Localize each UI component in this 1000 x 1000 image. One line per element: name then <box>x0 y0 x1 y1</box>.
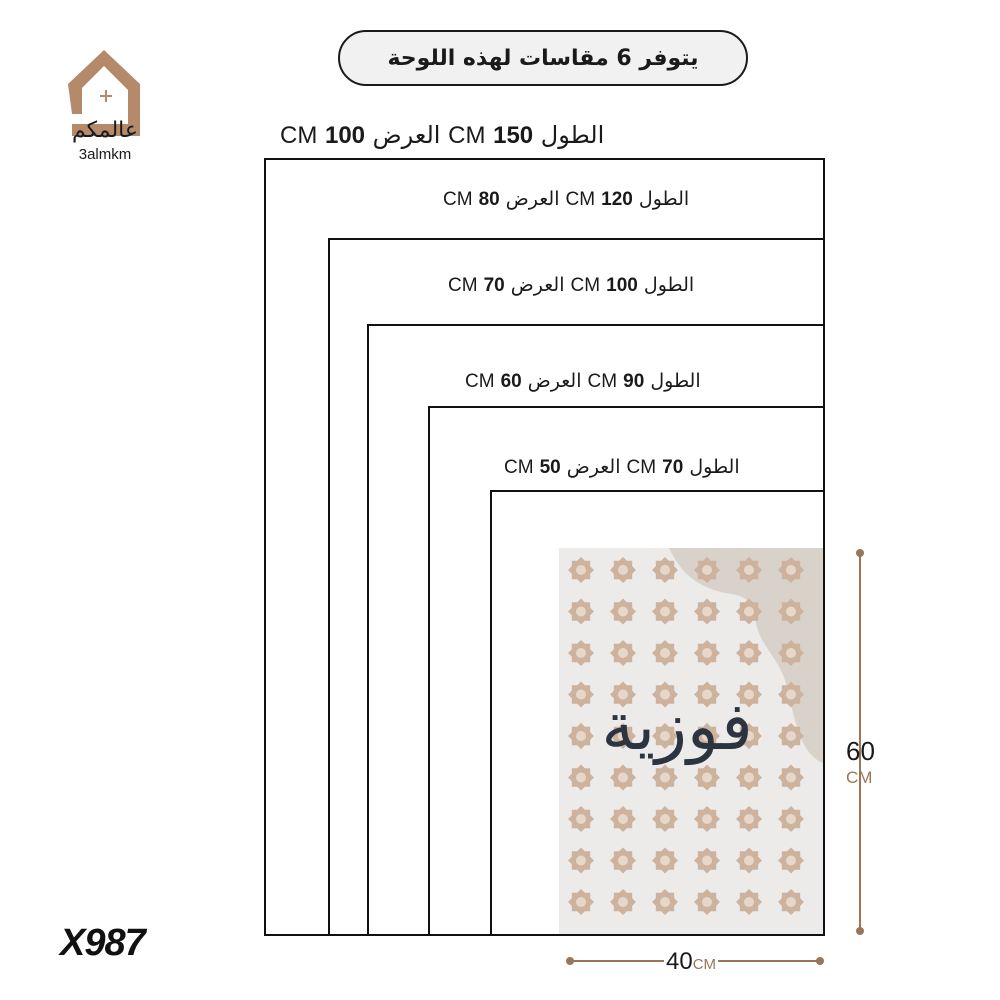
poster-artwork <box>559 548 823 934</box>
pattern-star-icon <box>778 723 804 749</box>
pattern-star-icon <box>694 765 720 791</box>
pattern-star-icon <box>652 848 678 874</box>
pattern-star-icon <box>652 765 678 791</box>
pattern-star-icon <box>610 765 636 791</box>
size-label-70x50: الطول 70 CM العرض 50 CM <box>504 456 740 478</box>
pattern-star-icon <box>778 599 804 625</box>
pattern-star-icon <box>568 640 594 666</box>
pattern-star-icon <box>694 889 720 915</box>
pattern-star-icon <box>568 765 594 791</box>
product-code: X987 <box>60 922 145 964</box>
width-dimension-right-dot <box>816 957 824 965</box>
sizes-available-banner <box>338 30 748 86</box>
brand-name-arabic: عالمكم <box>71 118 139 143</box>
banner-text: يتوفر 6 مقاسات لهذه اللوحة <box>387 45 699 71</box>
size-label-150x100: الطول 150 CM العرض 100 CM <box>280 121 605 149</box>
pattern-star-icon <box>610 889 636 915</box>
size-label-100x70: الطول 100 CM العرض 70 CM <box>448 274 695 296</box>
pattern-star-icon <box>736 765 762 791</box>
pattern-star-icon <box>610 848 636 874</box>
brand-name-english: 3almkm <box>78 146 132 163</box>
pattern-star-icon <box>652 806 678 832</box>
width-value: 40 <box>666 948 693 975</box>
pattern-star-icon <box>736 848 762 874</box>
pattern-star-icon <box>778 889 804 915</box>
pattern-star-icon <box>568 889 594 915</box>
height-dimension-bottom-dot <box>856 927 864 935</box>
pattern-star-icon <box>736 640 762 666</box>
pattern-star-icon <box>778 806 804 832</box>
pattern-star-icon <box>568 806 594 832</box>
height-unit: CM <box>846 768 873 787</box>
pattern-star-icon <box>778 682 804 708</box>
width-dimension-left-dot <box>566 957 574 965</box>
pattern-star-icon <box>694 848 720 874</box>
pattern-star-icon <box>568 848 594 874</box>
pattern-star-icon <box>694 557 720 583</box>
pattern-star-icon <box>736 806 762 832</box>
pattern-star-icon <box>568 557 594 583</box>
pattern-star-icon <box>694 599 720 625</box>
size-label-90x60: الطول 90 CM العرض 60 CM <box>465 370 701 392</box>
height-value: 60 <box>846 736 875 766</box>
pattern-star-icon <box>610 599 636 625</box>
pattern-star-icon <box>610 806 636 832</box>
pattern-star-icon <box>610 557 636 583</box>
pattern-star-icon <box>778 640 804 666</box>
pattern-star-icon <box>652 557 678 583</box>
pattern-star-icon <box>694 806 720 832</box>
pattern-star-icon <box>652 889 678 915</box>
calligraphy-name: فوزية <box>601 688 753 765</box>
size-label-120x80: الطول 120 CM العرض 80 CM <box>443 188 690 210</box>
pattern-star-icon <box>694 640 720 666</box>
pattern-star-icon <box>610 640 636 666</box>
height-dimension-top-dot <box>856 549 864 557</box>
pattern-star-icon <box>736 599 762 625</box>
width-label <box>664 948 718 976</box>
pattern-star-icon <box>778 848 804 874</box>
pattern-star-icon <box>568 599 594 625</box>
width-unit: CM <box>692 956 717 973</box>
pattern-star-icon <box>652 599 678 625</box>
pattern-star-icon <box>736 557 762 583</box>
pattern-star-icon <box>652 640 678 666</box>
pattern-star-icon <box>736 889 762 915</box>
pattern-star-icon <box>778 557 804 583</box>
pattern-star-icon <box>778 765 804 791</box>
